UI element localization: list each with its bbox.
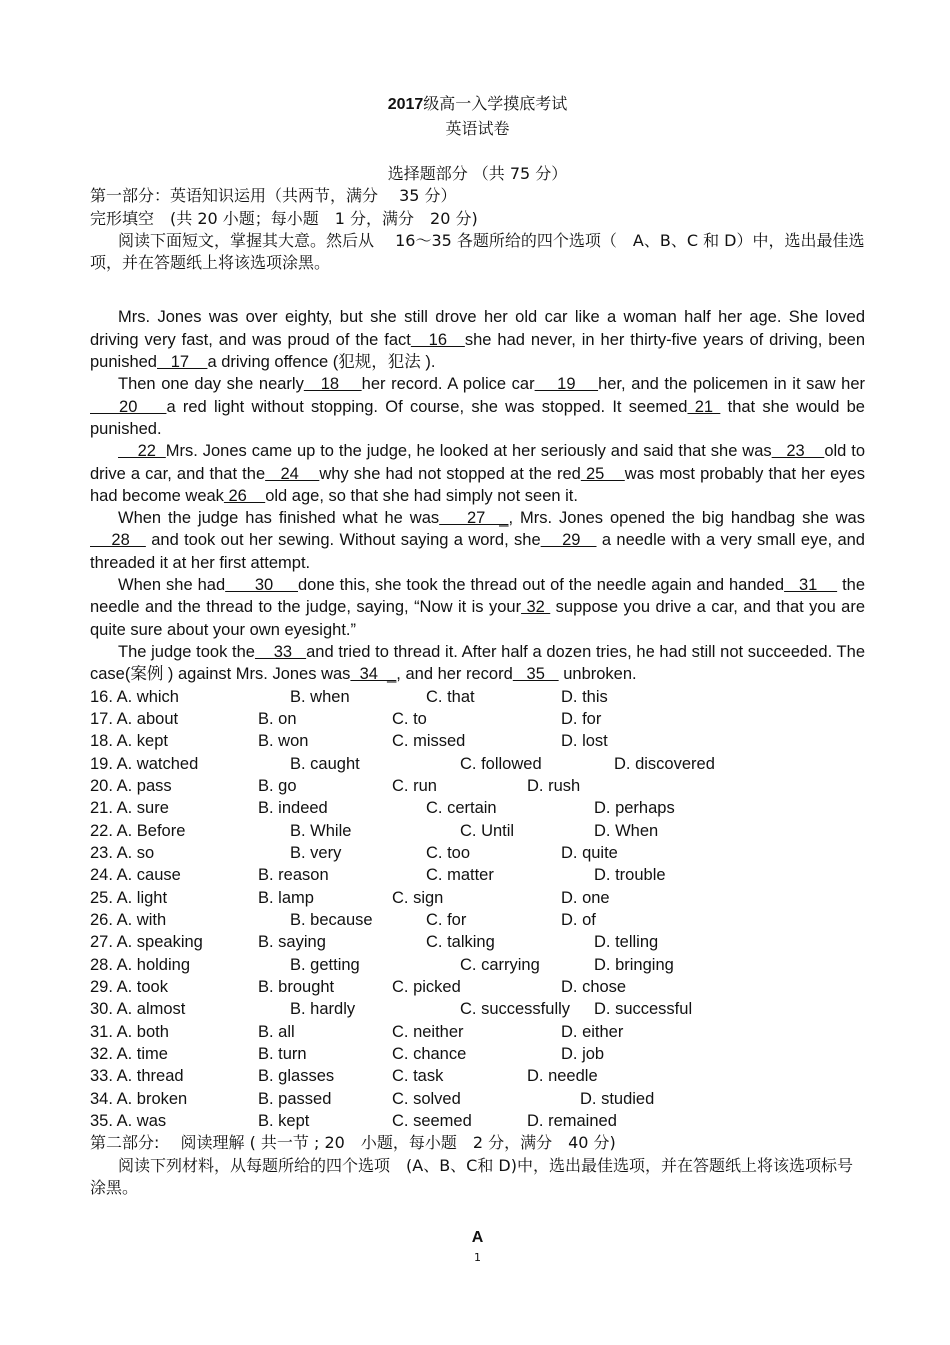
option-row [90,909,865,931]
option-d: D. quite [561,843,618,862]
blank-22: 22 [118,442,166,461]
option-row [90,797,865,819]
option-b: B. go [258,776,297,795]
option-b: B. While [290,821,352,840]
option-row [90,1021,865,1043]
option-b: B. indeed [258,799,328,818]
exam-year: 2017 [387,96,424,113]
option-c: C. too [426,843,471,862]
blank-18: 18 [303,375,362,394]
option-a: 28. A. holding [90,955,190,974]
option-c: C. run [392,776,437,795]
option-row [90,1088,865,1110]
option-a: 16. A. which [90,687,179,706]
option-a: 34. A. broken [90,1089,188,1108]
option-c: C. sign [392,888,444,907]
option-d: D. remained [527,1112,617,1131]
option-b: B. glasses [258,1067,335,1086]
option-c: C. neither [392,1022,464,1041]
option-b: B. all [258,1022,295,1041]
option-b: B. hardly [290,1000,356,1019]
option-c: C. to [392,709,427,728]
passage-paragraph: 22 Mrs. Jones came up to the judge, he looked at her seriously and said that she was 23 old to drive a car, and that the 24 why she had not stopped at the red 25 was most probably that her eyes had become weak 26 old age, so that she had simply not seen it. [90,442,865,505]
option-c: C. solved [392,1089,461,1108]
option-c: C. successfully [460,1000,571,1019]
option-d: D. perhaps [594,799,675,818]
blank-19: 19 [534,375,599,394]
option-row [90,753,865,775]
option-row [90,954,865,976]
option-c: C. that [426,687,475,706]
option-d: D. discovered [614,754,715,773]
blank-32: 32 [521,598,551,617]
option-row [90,998,865,1020]
blank-31: 31 [784,576,838,595]
option-row [90,1110,865,1132]
option-a: 24. A. cause [90,866,181,885]
option-a: 29. A. took [90,978,168,996]
option-b: B. when [290,687,350,706]
passage-paragraph: The judge took the 33 and tried to thread it. After half a dozen tries, he had still not succeeded. The case(案例 ) against Mrs. Jones was 34 _, and her record 35 unbroken. [90,642,865,684]
option-c: C. task [392,1067,444,1086]
option-b: B. on [258,709,297,728]
option-d: D. rush [527,776,581,795]
option-row [90,931,865,953]
blank-16: 16 [410,330,465,349]
option-row [90,842,865,864]
option-d: D. one [561,888,610,907]
option-a: 23. A. so [90,843,155,862]
option-row [90,1043,865,1065]
option-row [90,887,865,909]
blank-29: 29 [540,531,597,550]
section-heading: 选择题部分 （共 75 分） [387,164,568,183]
option-d: D. for [561,709,602,728]
blank-24: 24 [265,464,320,483]
blank-27: 27 _ [439,509,509,528]
option-d: D. When [594,821,659,840]
option-a: 25. A. light [90,888,168,907]
option-a: 33. A. thread [90,1067,184,1086]
part2-instruction: 阅读下列材料，从每题所给的四个选项 (A、B、C和 D)中，选出最佳选项，并在答题纸上将该选项标号涂黑。 [90,1155,853,1197]
option-c: C. matter [426,866,494,885]
passage-paragraph: Then one day she nearly 18 her record. A police car 19 her, and the policemen in it saw her 20 a red light without stopping. Of course, she was stopped. It seemed 21 that she would be punished. [90,375,865,438]
option-d: D. successful [594,1000,693,1019]
option-a: 20. A. pass [90,776,172,795]
option-row [90,1065,865,1087]
option-c: C. carrying [460,955,540,974]
option-a: 31. A. both [90,1022,169,1041]
option-c: C. talking [426,933,495,952]
option-row [90,820,865,842]
option-b: B. turn [258,1045,307,1064]
option-d: D. lost [561,732,608,751]
option-b: B. getting [290,955,360,974]
option-c: C. picked [392,978,461,996]
option-b: B. very [290,843,342,862]
exam-subtitle: 英语试卷 [445,119,510,138]
passage-paragraph: Mrs. Jones was over eighty, but she still drove her old car like a woman half her age. She loved driving very fast, and was proud of the fact 16 she had never, in her thirty-five years of driving, been punished 17 a driving offence (犯规，犯法 ). [90,308,866,372]
option-d: D. telling [594,933,659,952]
option-d: D. of [561,910,596,929]
option-a: 22. A. Before [90,821,186,840]
passage-paragraph: When she had 30 done this, she took the thread out of the needle again and handed 31 the needle and the thread to the judge, saying, “Now it is your 32 suppose you drive a car, and that you are quite sure about your own eyesight.” [90,576,866,639]
option-b: B. won [258,732,309,751]
option-row [90,708,865,730]
option-a: 17. A. about [90,709,179,728]
option-b: B. reason [258,866,329,885]
option-b: B. lamp [258,888,314,907]
option-b: B. passed [258,1089,332,1108]
option-d: D. trouble [594,866,666,885]
blank-35: 35 [512,665,559,684]
blank-34: 34 _ [350,665,397,684]
passage-paragraph: When the judge has finished what he was 27 _, Mrs. Jones opened the big handbag she was 28 and took out her sewing. Without saying a word, she 29 a needle with a very small eye, and threaded it at her first attempt. [90,509,865,572]
blank-25: 25 [580,464,625,483]
blank-23: 23 [771,442,825,461]
blank-21: 21 [687,397,721,416]
blank-20: 20 [90,397,167,416]
cloze-heading: 完形填空 (共 20 小题；每小题 1 分，满分 20 分) [90,208,478,228]
exam-page [90,92,865,1264]
option-b: B. kept [258,1112,310,1131]
page-number: 1 [474,1251,481,1265]
option-a: 26. A. with [90,910,167,929]
passage-marker: A [471,1229,484,1247]
exam-title-text: 级高一入学摸底考试 [423,94,568,113]
option-row [90,976,865,998]
blank-26: 26 [223,486,266,505]
blank-33: 33 [254,642,307,661]
part2-heading: 第二部分: 阅读理解 ( 共一节 ; 20 小题，每小题 2 分，满分 40 分) [90,1133,616,1153]
option-a: 21. A. sure [90,799,169,818]
option-d: D. this [561,687,608,706]
option-b: B. because [290,910,373,929]
option-a: 35. A. was [90,1112,167,1131]
blank-30: 30 [225,576,298,595]
option-d: D. either [561,1022,624,1041]
option-row [90,864,865,886]
blank-28: 28 [90,531,146,550]
option-a: 30. A. almost [90,1000,186,1019]
part1-instruction: 阅读下面短文，掌握其大意。然后从 16～35 各题所给的四个选项（ A、B、C 和 D）中，选出最佳选项，并在答题纸上将该选项涂黑。 [90,230,865,273]
option-d: D. job [561,1045,605,1064]
option-c: C. followed [460,754,542,773]
part1-heading: 第一部分：英语知识运用（共两节，满分 35 分） [90,186,457,206]
option-a: 27. A. speaking [90,933,203,952]
exam-title [90,92,865,117]
option-d: D. needle [527,1067,598,1086]
option-d: D. chose [561,978,627,996]
blank-17: 17 [156,353,208,372]
option-c: C. for [426,910,467,929]
option-c: C. Until [460,821,515,840]
option-c: C. missed [392,732,466,751]
option-row [90,775,865,797]
option-b: B. brought [258,978,335,996]
option-b: B. caught [290,754,360,773]
option-d: D. bringing [594,955,674,974]
option-row [90,730,865,752]
option-a: 19. A. watched [90,754,199,773]
option-a: 32. A. time [90,1045,168,1064]
option-row [90,686,865,708]
option-c: C. seemed [392,1112,472,1131]
option-c: C. certain [426,799,497,818]
option-c: C. chance [392,1045,467,1064]
option-b: B. saying [258,933,326,952]
option-d: D. studied [580,1089,655,1108]
answer-options [90,686,865,1133]
option-a: 18. A. kept [90,732,168,751]
